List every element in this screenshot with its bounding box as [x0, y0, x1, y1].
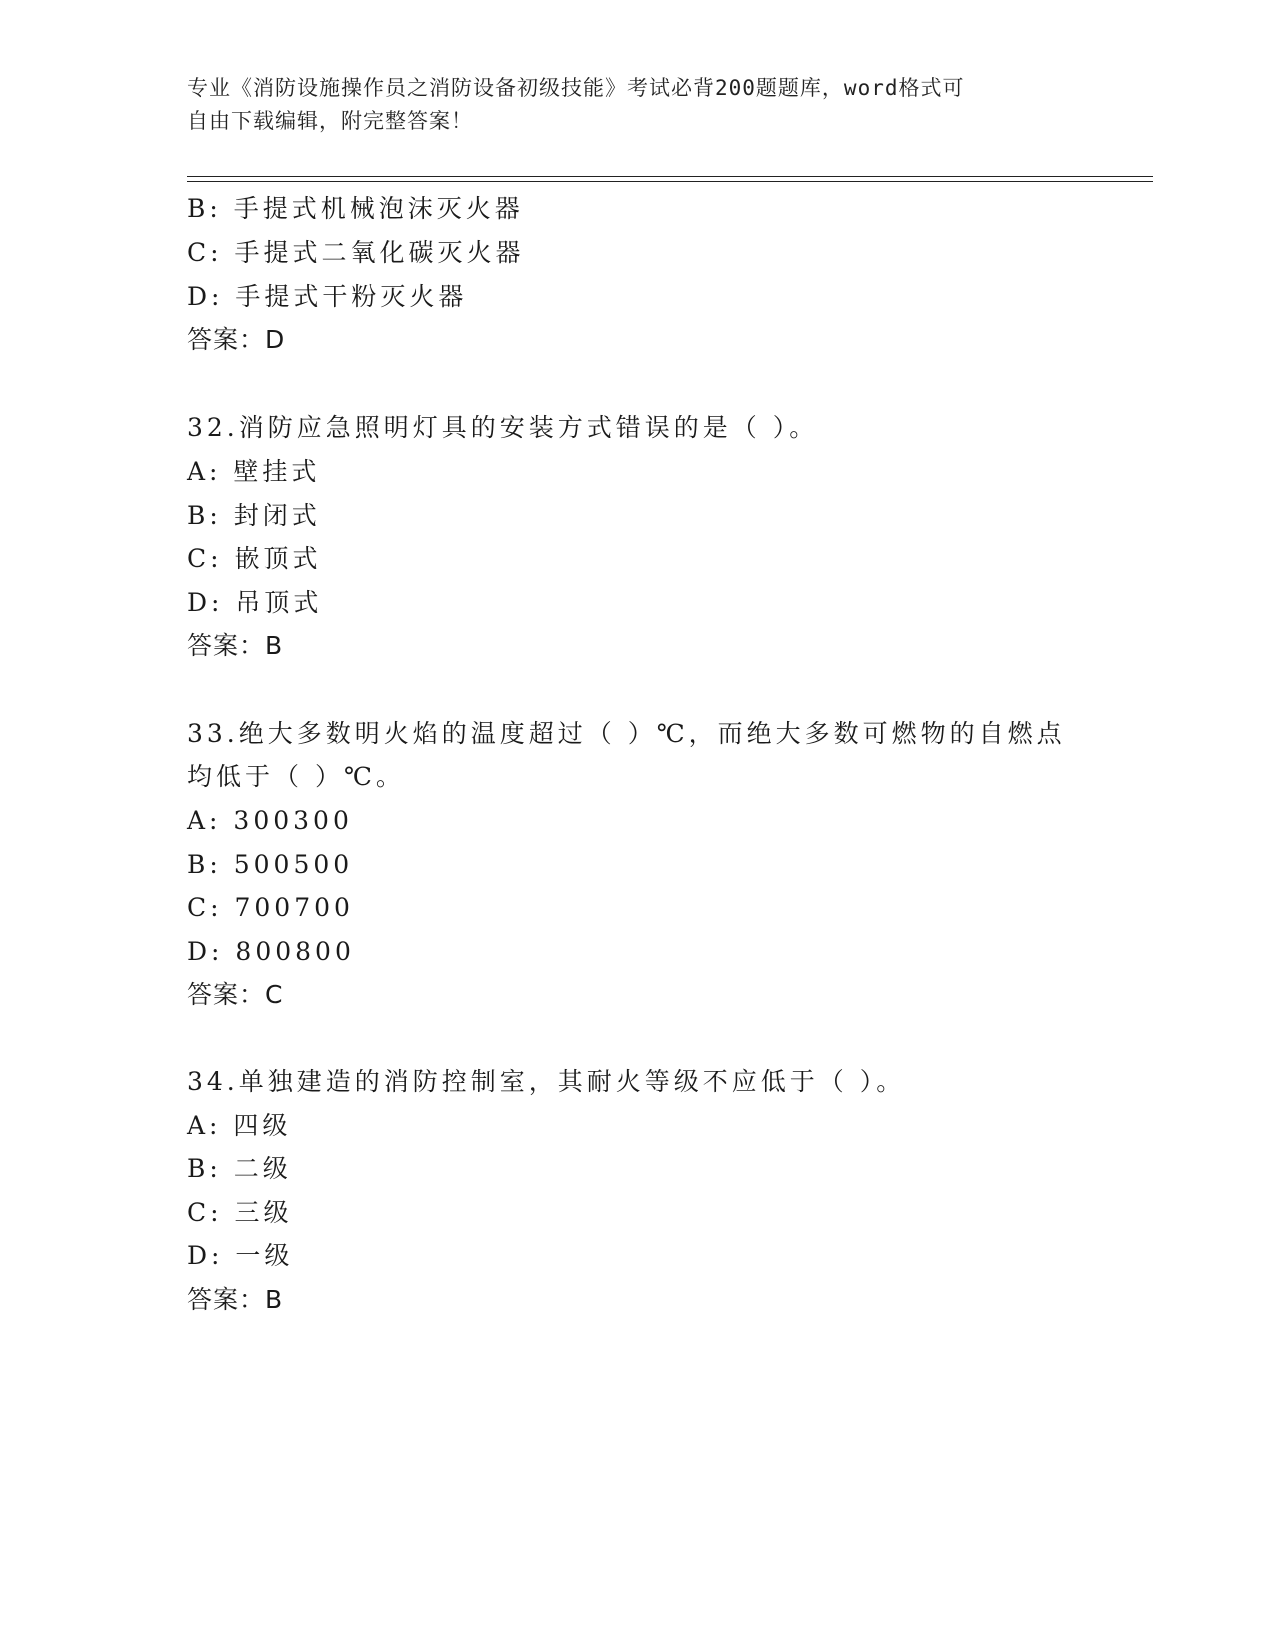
q32-answer: 答案：B	[187, 631, 284, 660]
q33-option-d: D: 800800	[187, 937, 355, 966]
q34-option-c: C: 三级	[187, 1198, 293, 1227]
q34-option-b: B: 二级	[187, 1154, 292, 1183]
q31-option-c: C: 手提式二氧化碳灭火器	[187, 238, 525, 267]
q32-option-c: C: 嵌顶式	[187, 544, 322, 573]
q31-option-b: B: 手提式机械泡沫灭火器	[187, 194, 524, 223]
q33-question-line-1: 33.绝大多数明火焰的温度超过（ ）℃，而绝大多数可燃物的自燃点	[187, 719, 1066, 748]
q34-option-d: D: 一级	[187, 1241, 294, 1270]
header-divider-top	[187, 176, 1153, 177]
header-divider-bottom	[187, 181, 1153, 182]
q32-option-d: D: 吊顶式	[187, 588, 323, 617]
q33-option-a: A: 300300	[187, 806, 353, 835]
q34-option-a: A: 四级	[187, 1111, 292, 1140]
q32-option-a: A: 壁挂式	[187, 457, 321, 486]
q33-option-c: C: 700700	[187, 893, 354, 922]
header-line-2: 自由下载编辑，附完整答案！	[187, 109, 473, 133]
header-line-1: 专业《消防设施操作员之消防设备初级技能》考试必背200题题库，word格式可	[187, 76, 965, 100]
q31-option-d: D: 手提式干粉灭火器	[187, 282, 468, 311]
q34-answer: 答案：B	[187, 1285, 284, 1314]
q33-option-b: B: 500500	[187, 850, 354, 879]
q31-answer: 答案：D	[187, 325, 286, 354]
q34-question: 34.单独建造的消防控制室，其耐火等级不应低于（ ）。	[187, 1067, 906, 1096]
document-header	[187, 72, 1087, 138]
q33-answer: 答案：C	[187, 980, 284, 1009]
q32-question: 32.消防应急照明灯具的安装方式错误的是（ ）。	[187, 413, 819, 442]
q33-question-line-2: 均低于（ ）℃。	[187, 762, 405, 791]
q32-option-b: B: 封闭式	[187, 501, 321, 530]
